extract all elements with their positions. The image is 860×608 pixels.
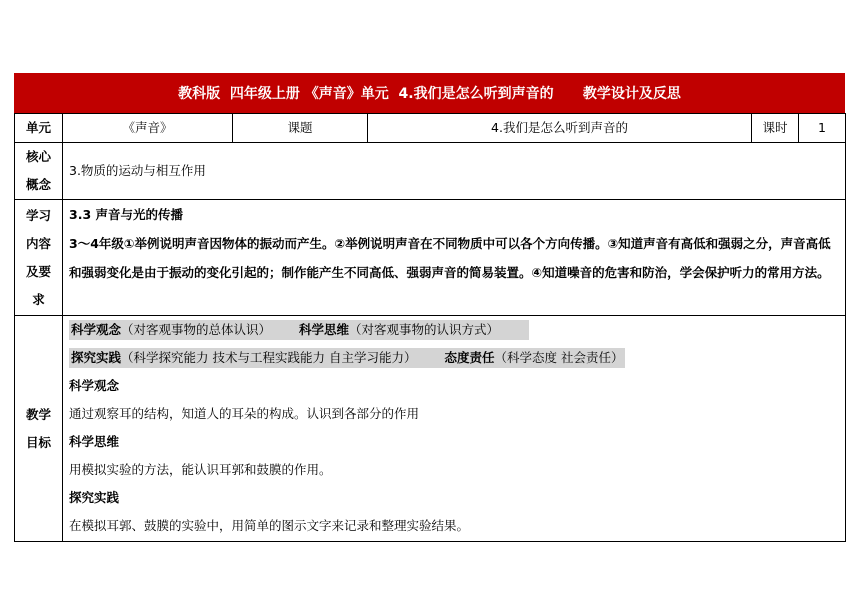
goal-text-1: 通过观察耳的结构，知道人的耳朵的构成。认识到各部分的作用	[69, 406, 420, 421]
core-concept-label	[15, 143, 63, 200]
learning-row	[15, 200, 846, 316]
hours-value: 1	[799, 114, 846, 143]
document-title-bar	[14, 73, 845, 113]
goal-heading-3: 探究实践	[69, 490, 120, 505]
legend-highlight-2	[69, 348, 625, 368]
lesson-plan-table	[14, 113, 846, 542]
learning-label-line4: 求	[32, 291, 45, 307]
learning-text: 3～4年级①举例说明声音因物体的振动而产生。②举例说明声音在不同物质中可以各个方向传播。③知道声音有高低和强弱之分，声音高低和强弱变化是由于振动的变化引起的；制作能产生不同高低、强弱声音的简易装置。④知道噪音的危害和防治，学会保护听力的常用方法。	[69, 236, 831, 280]
legend-science-thinking-title: 科学思维	[299, 322, 350, 337]
unit-row	[15, 114, 846, 143]
learning-content	[63, 200, 846, 316]
unit-value: 《声音》	[63, 114, 233, 143]
core-concept-value: 3.物质的运动与相互作用	[63, 143, 846, 200]
goal-text-2: 用模拟实验的方法，能认识耳郭和鼓膜的作用。	[69, 462, 332, 477]
legend-inquiry-desc: （科学探究能力 技术与工程实践能力 自主学习能力）	[121, 350, 417, 365]
learning-heading: 3.3 声音与光的传播	[69, 207, 183, 222]
goal-heading-2: 科学思维	[69, 434, 120, 449]
core-concept-label-line2: 概念	[25, 177, 51, 192]
legend-inquiry-title: 探究实践	[71, 350, 122, 365]
learning-label-line3: 及要	[25, 263, 51, 279]
goal-heading-1: 科学观念	[69, 378, 120, 393]
document-title: 教科版 四年级上册 《声音》单元 4.我们是怎么听到声音的 教学设计及反思	[178, 86, 681, 102]
learning-label	[15, 200, 63, 316]
goals-label	[15, 316, 63, 542]
legend-science-concept-desc: （对客观事物的总体认识）	[121, 322, 272, 337]
hours-label: 课时	[752, 114, 799, 143]
goals-content	[63, 316, 846, 542]
legend-attitude-desc: （科学态度 社会责任）	[494, 350, 624, 365]
goals-legend-line1	[69, 316, 839, 344]
learning-label-line2: 内容	[25, 235, 51, 251]
goal-text-3: 在模拟耳郭、鼓膜的实验中，用简单的图示文字来记录和整理实验结果。	[69, 518, 470, 533]
legend-science-concept-title: 科学观念	[71, 322, 122, 337]
topic-value: 4.我们是怎么听到声音的	[368, 114, 752, 143]
goals-row	[15, 316, 846, 542]
legend-attitude-title: 态度责任	[444, 350, 495, 365]
unit-label: 单元	[15, 114, 63, 143]
goals-legend-line2	[69, 344, 839, 372]
legend-highlight-1	[69, 320, 529, 340]
core-concept-row	[15, 143, 846, 200]
goals-label-line2: 目标	[25, 434, 51, 450]
goals-label-line1: 教学	[25, 406, 51, 422]
core-concept-label-line1: 核心	[25, 149, 51, 164]
legend-science-thinking-desc: （对客观事物的认识方式）	[349, 322, 500, 337]
learning-label-line1: 学习	[25, 207, 51, 223]
topic-label: 课题	[233, 114, 368, 143]
